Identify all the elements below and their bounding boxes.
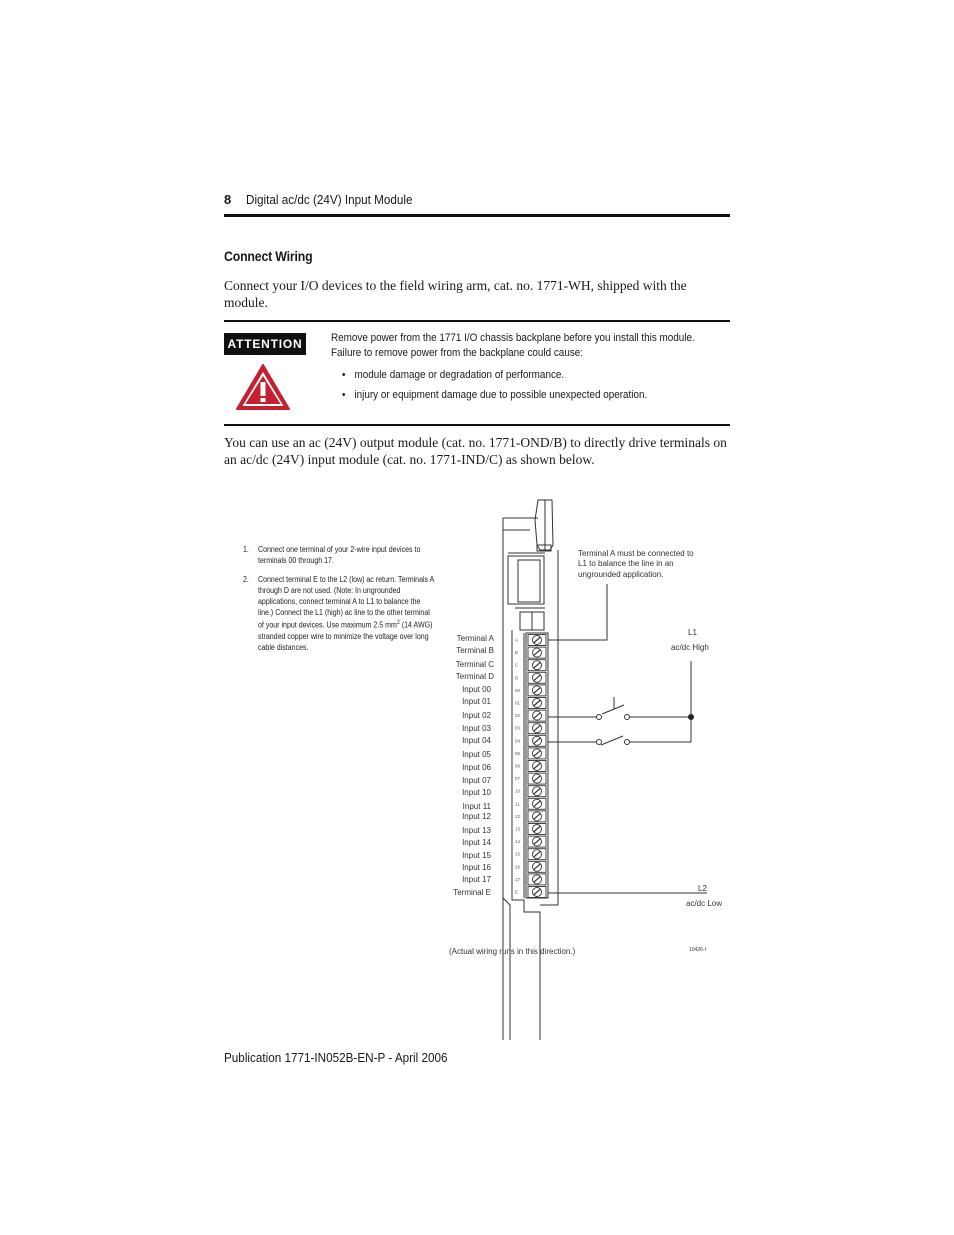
terminal-label: Input 17 [462,875,491,884]
body-paragraph: You can use an ac (24V) output module (cat. no. 1771-OND/B) to directly drive terminals on an ac/dc (24V) input module (cat. no. 1771-IND/C) as shown below. [224,435,727,467]
terminal-label: Input 12 [462,812,491,821]
terminal-label: Terminal B [456,646,494,655]
terminal-code: C [515,662,519,668]
terminal-label: Input 04 [462,736,491,745]
terminal-label: Input 03 [462,724,491,733]
figure-id: 10426-I [689,947,706,953]
terminal-label: Input 14 [462,838,491,847]
direction-note: (Actual wiring runs in this direction.) [449,947,576,956]
diagram-note-1: Connect one terminal of your 2-wire input devices to terminals 00 through 17. [258,545,421,565]
terminal-code: 01 [515,700,521,706]
terminal-label: Terminal D [455,672,494,681]
attention-badge: ATTENTION [224,333,306,355]
l2-sub-label: ac/dc Low [686,899,723,908]
note-number: 1. [243,545,249,554]
attention-text-line1: Remove power from the 1771 I/O chassis backplane before you install this module. [331,332,695,344]
attention-text-line2: Failure to remove power from the backplane could cause: [331,347,584,359]
terminal-code: 16 [515,864,521,870]
terminal-label: Input 06 [462,763,491,772]
terminal-label: Input 13 [462,826,491,835]
terminal-label: Terminal E [453,888,491,897]
bullet-glyph: • [342,369,346,381]
header-title: Digital ac/dc (24V) Input Module [246,192,413,207]
terminal-label: Input 16 [462,863,491,872]
page-number: 8 [224,192,232,207]
terminal-code: 02 [515,713,521,719]
terminal-label: Input 05 [462,750,491,759]
terminal-label: Terminal C [455,660,494,669]
l1-sub-label: ac/dc High [671,643,709,652]
terminal-code: 13 [515,826,521,832]
terminal-code: 10 [515,788,521,794]
bullet-text: module damage or degradation of performance. [354,369,565,381]
callout-line: ungrounded application. [578,570,664,579]
section-heading: Connect Wiring [224,248,313,264]
terminal-code: 14 [515,839,521,845]
terminal-code: B [515,650,519,656]
note-superscript: 2 [396,620,400,626]
terminal-label: Input 15 [462,851,491,860]
intro-paragraph: Connect your I/O devices to the field wiring arm, cat. no. 1771-WH, shipped with the module. [224,278,687,310]
l2-label: L2 [698,884,707,893]
terminal-code: 05 [515,750,521,756]
terminal-code: 03 [515,725,521,731]
bullet-text: injury or equipment damage due to possible unexpected operation. [354,389,648,401]
terminal-code: 12 [515,813,521,819]
terminal-code: 11 [515,801,520,807]
diagram-note-2 [258,574,434,653]
terminal-label: Input 00 [462,685,491,694]
terminal-code: 17 [515,876,521,882]
terminal-code: E [515,889,519,895]
terminal-label: Input 11 [462,802,491,811]
terminal-label: Terminal A [456,634,494,643]
terminal-code: 07 [515,776,521,782]
bullet-glyph: • [342,389,346,401]
note-text: (14 AWG) stranded copper wire to minimize the voltage over long cable distances. [258,620,433,652]
terminal-code: A [515,637,519,643]
terminal-screw-strip [528,635,546,898]
callout-line: Terminal A must be connected to [578,549,694,558]
terminal-code: 06 [515,763,521,769]
l1-label: L1 [688,628,697,637]
terminal-code: 00 [515,687,521,693]
terminal-label: Input 10 [462,788,491,797]
footer-publication: Publication 1771-IN052B-EN-P - April 2006 [224,1050,448,1065]
callout-line: L1 to balance the line in an [578,559,674,568]
note-number: 2. [243,575,249,584]
terminal-code: 04 [515,738,521,744]
terminal-label: Input 01 [462,697,491,706]
note-text: Connect terminal E to the L2 (low) ac return. Terminals A through D are not used. (Note: In ungrounded applications, connect terminal A to L1 to balance the line.) Connect the L1 (high) ac line to the other terminal of your input devices. Use maximum 2.5 mm [258,575,434,630]
terminal-label: Input 07 [462,776,491,785]
terminal-label: Input 02 [462,711,491,720]
terminal-code: D [515,675,519,681]
terminal-code: 15 [515,851,521,857]
